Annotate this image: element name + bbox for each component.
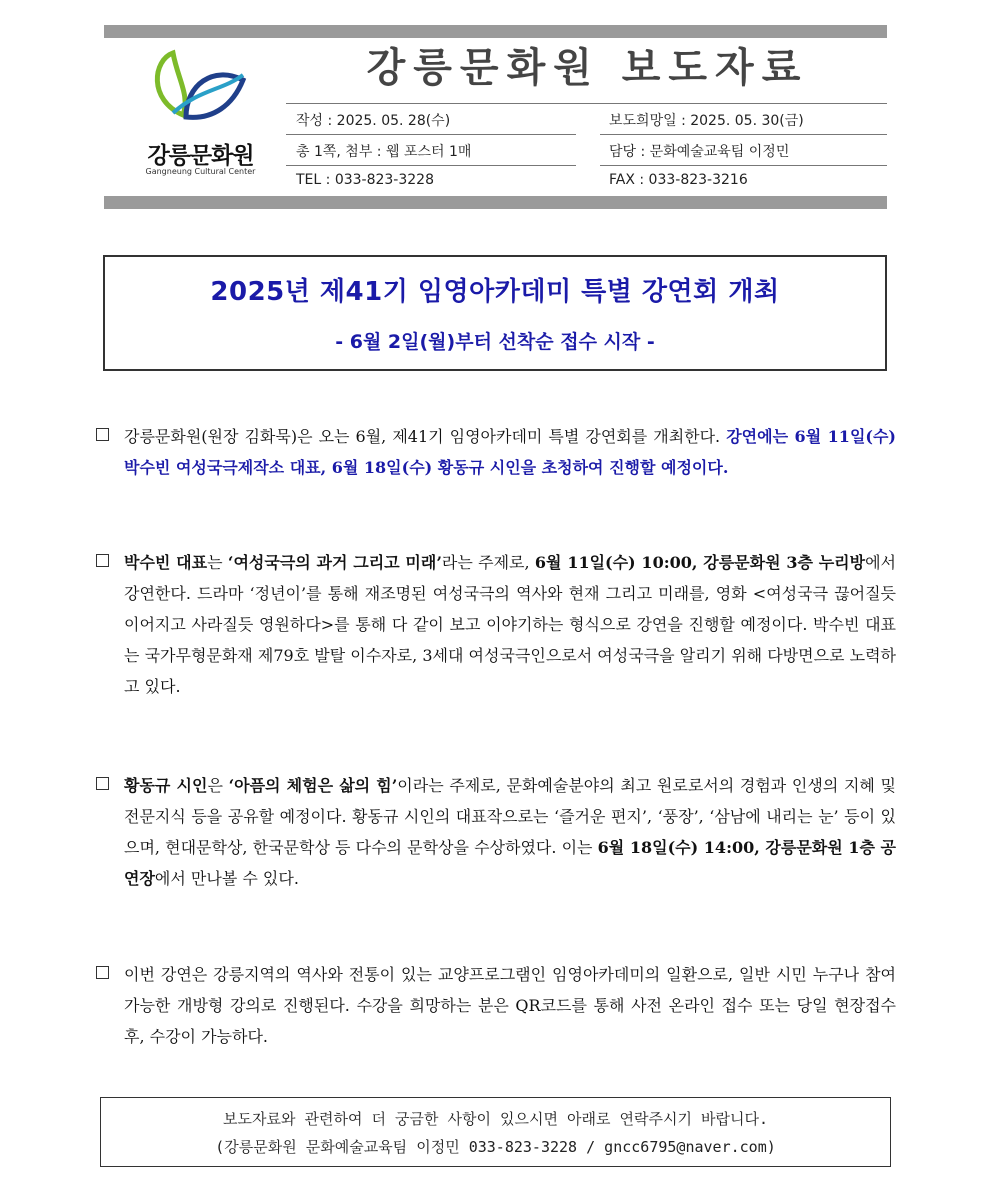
header-bottom-bar [104,196,887,209]
checkbox-bullet-icon [96,554,109,567]
divider [600,165,887,166]
speaker-name: 황동규 시인 [124,776,208,795]
lecture-topic: ‘여성국극의 과거 그리고 미래’ [227,553,442,572]
paragraph-3 [96,770,896,894]
paragraph-text: 는 [207,553,228,572]
checkbox-bullet-icon [96,966,109,979]
logo [128,45,278,185]
speaker-name: 박수빈 대표 [124,553,208,572]
tel-number: TEL : 033-823-3228 [296,172,434,188]
fax-number: FAX : 033-823-3216 [609,172,748,188]
paragraph-text: 은 [207,776,229,795]
footer-notice: 보도자료와 관련하여 더 궁금한 사항이 있으시면 아래로 연락주시기 바랍니다. [223,1110,768,1128]
paragraph-2 [96,547,896,702]
divider [600,134,887,135]
divider [286,103,887,104]
checkbox-bullet-icon [96,777,109,790]
divider [286,165,576,166]
paragraph-4 [96,959,896,1052]
page-count: 총 1쪽, 첨부 : 웹 포스터 1매 [296,144,472,160]
header-top-bar [104,25,887,38]
logo-subtitle: Gangneung Cultural Center [145,167,256,176]
lecture-topic: ‘아픔의 체험은 삶의 힘’ [228,776,398,795]
lecture-schedule: 6월 18일(수) 14:00, 강릉문화원 1층 공연장 [124,838,896,888]
lecture-schedule: 6월 11일(수) 10:00, 강릉문화원 3층 누리방 [534,553,866,572]
paragraph-text: 강릉문화원(원장 김화묵)은 오는 6월, 제41기 임영아카데미 특별 강연회를 개최한다. [124,427,721,446]
paragraph-text: 라는 주제로, [441,553,535,572]
logo-name: 강릉문화원 [147,143,254,169]
footer-contact: (강릉문화원 문화예술교육팀 이정민 033-823-3228 / gncc6795@naver.com) [215,1138,776,1156]
divider [286,134,576,135]
written-date: 작성 : 2025. 05. 28(수) [296,113,451,129]
paragraph-text: 에서 강연한다. 드라마 ‘정년이’를 통해 재조명된 여성국극의 역사와 현재 그리고 미래를, 영화 <여성국극 끊어질듯 이어지고 사라질듯 영원하다>를 통해 다 같이 보고 이야기하는 형식으로 강연을 진행할 예정이다. 박수빈 대표는 국가무형문화재 제79호 발탈 이수자로, 3세대 여성국극인으로서 여성국극을 알리기 위해 다방면으로 노력하고 있다. [124,553,897,696]
paragraph-1 [96,421,896,483]
paragraph-text: 에서 만나볼 수 있다. [154,869,299,888]
headline-box [103,255,887,371]
page-title: 강릉문화원 보도자료 [366,45,809,91]
contact-footer [100,1097,891,1167]
release-date: 보도희망일 : 2025. 05. 30(금) [609,113,804,129]
headline-subtitle: - 6월 2일(월)부터 선착순 접수 시작 - [335,331,655,353]
paragraph-text: 이번 강연은 강릉지역의 역사와 전통이 있는 교양프로그램인 임영아카데미의 일환으로, 일반 시민 누구나 참여 가능한 개방형 강의로 진행된다. 수강을 희망하는 분은 QR코드를 통해 사전 온라인 접수 또는 당일 현장접수 후, 수강이 가능하다. [124,965,896,1046]
highlight-text: 강연에는 6월 11일(수) 박수빈 여성국극제작소 대표, 6월 18일(수) 황동규 시인을 초청하여 진행할 예정이다. [124,427,896,477]
paragraph-text: 이라는 주제로, 문화예술분야의 최고 원로로서의 경험과 인생의 지혜 및 전문지식 등을 공유할 예정이다. 황동규 시인의 대표작으로는 ‘즐거운 편지’, ‘풍장’, ‘삼남에 내리는 눈’ 등이 있으며, 현대문학상, 한국문학상 등 다수의 문학상을 수상하였다. 이는 [124,776,896,857]
checkbox-bullet-icon [96,428,109,441]
leaf-logo-icon [128,45,278,137]
headline-title: 2025년 제41기 임영아카데미 특별 강연회 개최 [210,277,780,307]
contact-person: 담당 : 문화예술교육팀 이정민 [609,144,790,160]
